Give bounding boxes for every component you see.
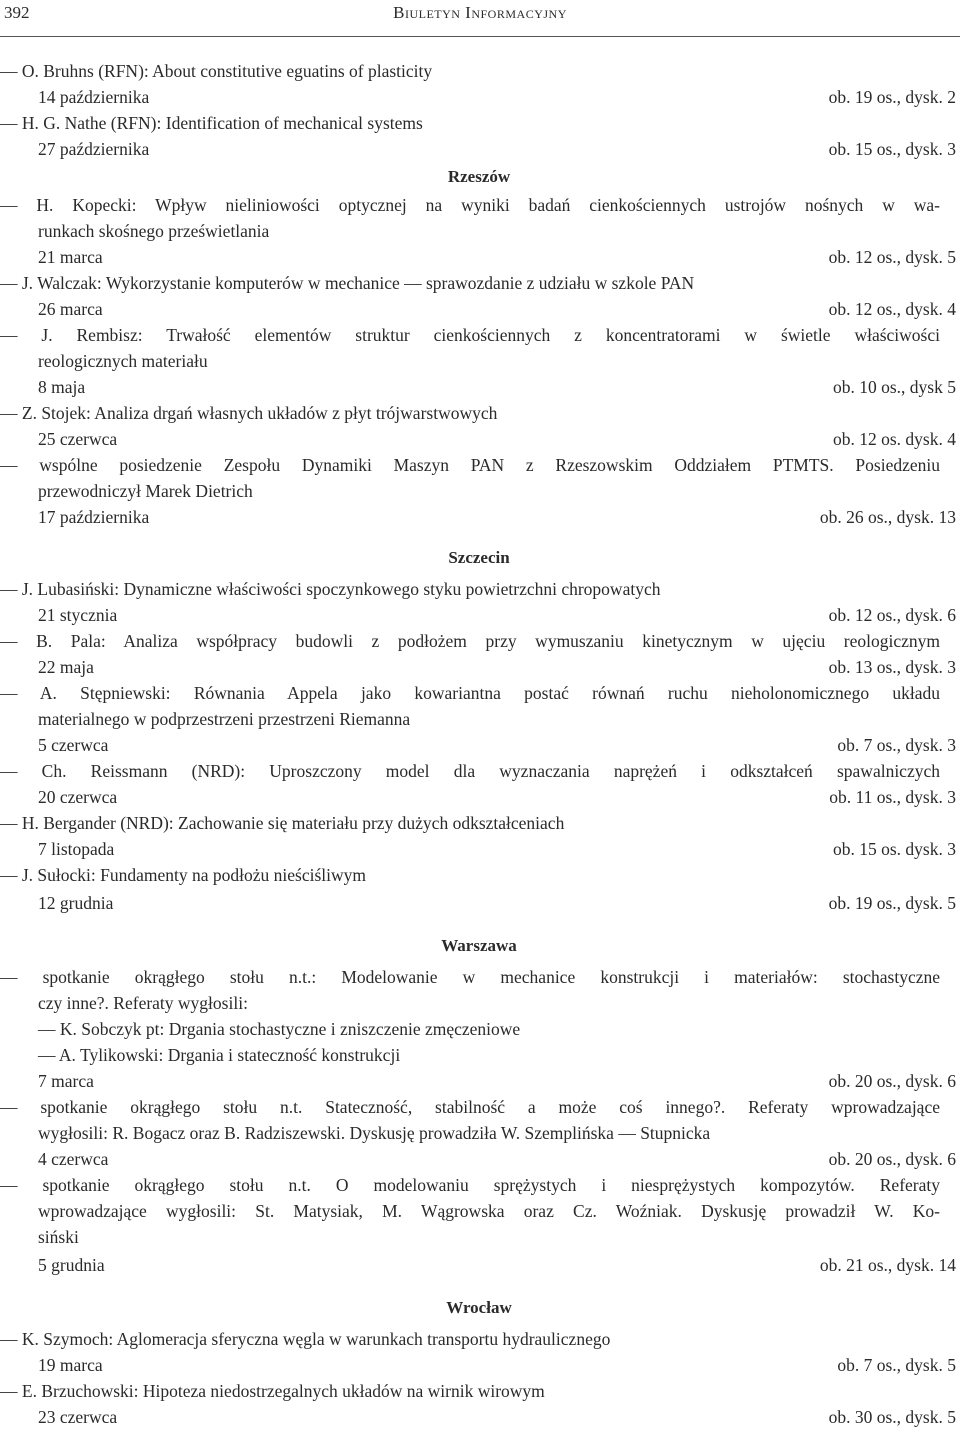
entry-date: 26 marca — [38, 299, 103, 319]
entry-attendance: ob. 12 os. dysk. 4 — [833, 429, 956, 449]
entry-meta-row — [0, 1068, 958, 1094]
entry-meta-row — [0, 136, 958, 162]
entry-attendance: ob. 21 os., dysk. 14 — [819, 1255, 956, 1275]
entry-attendance: ob. 20 os., dysk. 6 — [828, 1071, 956, 1091]
entry-line: — E. Brzuchowski: Hipoteza niedostrzegalnych układów na wirnik wirowym — [0, 1381, 545, 1401]
entry-meta-row — [0, 296, 958, 322]
entry-meta-row — [0, 426, 958, 452]
entry-line: — spotkanie okrągłego stołu n.t.: Modelowanie w mechanice konstrukcji i materiałów: stochastyczne — [0, 967, 940, 987]
entry-date: 7 marca — [38, 1071, 94, 1091]
page-number: 392 — [4, 3, 30, 22]
entry-meta-row — [0, 374, 958, 400]
entry-meta-row — [0, 784, 958, 810]
entry-line: reologicznych materiału — [38, 351, 208, 371]
entry-date: 22 maja — [38, 657, 94, 677]
section-heading: Warszawa — [441, 936, 517, 955]
entry-attendance: ob. 15 os. dysk. 3 — [833, 839, 956, 859]
entry-attendance: ob. 10 os., dysk 5 — [833, 377, 956, 397]
entry-line: — spotkanie okrągłego stołu n.t. O modelowaniu sprężystych i niesprężystych kompozytów. Referaty — [0, 1175, 940, 1195]
entry-line: wprowadzające wygłosili: St. Matysiak, M. Wągrowska oraz Cz. Woźniak. Dyskusję prowadził W. Ko- — [38, 1201, 940, 1221]
entry-line: — A. Tylikowski: Drgania i stateczność konstrukcji — [38, 1045, 401, 1065]
entry-attendance: ob. 26 os., dysk. 13 — [819, 507, 956, 527]
entry-date: 17 października — [38, 507, 150, 527]
entry-line: — H. Kopecki: Wpływ nieliniowości optycznej na wyniki badań cienkościennych ustrojów nośnych w wa- — [0, 195, 940, 215]
entry-date: 5 grudnia — [38, 1255, 105, 1275]
entry-date: 7 listopada — [38, 839, 115, 859]
entry-meta-row — [0, 888, 958, 918]
entry-attendance: ob. 12 os., dysk. 4 — [828, 299, 956, 319]
entry-attendance: ob. 30 os., dysk. 5 — [828, 1407, 956, 1427]
entry-attendance: ob. 15 os., dysk. 3 — [828, 139, 956, 159]
entry-attendance: ob. 12 os., dysk. 6 — [828, 605, 956, 625]
entry-meta-row — [0, 602, 958, 628]
entry-meta-row — [0, 1404, 958, 1430]
entry-attendance: ob. 11 os., dysk. 3 — [829, 787, 956, 807]
entry-line: — B. Pala: Analiza współpracy budowli z podłożem przy wymuszaniu kinetycznym w ujęciu reologicznym — [0, 631, 940, 651]
entry-meta-row — [0, 836, 958, 862]
entry-line: — Z. Stojek: Analiza drgań własnych układów z płyt trójwarstwowych — [0, 403, 498, 423]
section-heading: Wrocław — [446, 1298, 512, 1317]
entry-meta-row — [0, 732, 958, 758]
entry-date: 4 czerwca — [38, 1149, 109, 1169]
entry-line: czy inne?. Referaty wygłosili: — [38, 993, 248, 1013]
entry-meta-row — [0, 1146, 958, 1172]
entry-date: 21 marca — [38, 247, 103, 267]
entry-line: — K. Szymoch: Aglomeracja sferyczna węgla w warunkach transportu hydraulicznego — [0, 1329, 611, 1349]
entry-meta-row — [0, 1250, 958, 1280]
entry-attendance: ob. 7 os., dysk. 3 — [837, 735, 956, 755]
entry-attendance: ob. 20 os., dysk. 6 — [828, 1149, 956, 1169]
entry-line: przewodniczył Marek Dietrich — [38, 481, 253, 501]
entry-date: 25 czerwca — [38, 429, 118, 449]
entry-line: wygłosili: R. Bogacz oraz B. Radziszewski. Dyskusję prowadziła W. Szemplińska — Stupnicka — [38, 1123, 711, 1143]
entry-meta-row — [0, 504, 958, 530]
entry-date: 20 czerwca — [38, 787, 118, 807]
entry-meta-row — [0, 244, 958, 270]
header-rule — [0, 36, 960, 37]
entry-attendance: ob. 7 os., dysk. 5 — [837, 1355, 956, 1375]
entry-line: — H. Bergander (NRD): Zachowanie się materiału przy dużych odkształceniach — [0, 813, 565, 833]
section-heading: Rzeszów — [447, 167, 511, 186]
entry-line: — wspólne posiedzenie Zespołu Dynamiki Maszyn PAN z Rzeszowskim Oddziałem PTMTS. Posiedzeniu — [0, 455, 940, 475]
entry-date: 23 czerwca — [38, 1407, 118, 1427]
entry-meta-row — [0, 84, 958, 110]
entry-line: — J. Sułocki: Fundamenty na podłożu nieściśliwym — [0, 865, 367, 885]
entry-line: runkach skośnego prześwietlania — [38, 221, 270, 241]
entry-line: materialnego w podprzestrzeni przestrzeni Riemanna — [38, 709, 411, 729]
entry-meta-row — [0, 1352, 958, 1378]
entry-attendance: ob. 19 os., dysk. 5 — [828, 893, 956, 913]
entry-line: — H. G. Nathe (RFN): Identification of mechanical systems — [0, 113, 423, 133]
entry-date: 27 października — [38, 139, 150, 159]
entry-line: — A. Stępniewski: Równania Appela jako kowariantna postać równań ruchu nieholonomicznego układu — [0, 683, 940, 703]
entry-attendance: ob. 19 os., dysk. 2 — [828, 87, 956, 107]
entry-attendance: ob. 12 os., dysk. 5 — [828, 247, 956, 267]
page-header — [0, 0, 960, 40]
entry-date: 19 marca — [38, 1355, 103, 1375]
entry-line: — J. Walczak: Wykorzystanie komputerów w mechanice — sprawozdanie z udziału w szkole PAN — [0, 273, 695, 293]
entry-line: siński — [38, 1227, 79, 1247]
entry-date: 12 grudnia — [38, 893, 114, 913]
entry-meta-row — [0, 654, 958, 680]
section-heading: Szczecin — [448, 548, 510, 567]
entry-date: 21 stycznia — [38, 605, 118, 625]
entry-line: — J. Rembisz: Trwałość elementów struktur cienkościennych z koncentratorami w świetle właściwości — [0, 325, 940, 345]
seminar-list — [0, 58, 958, 1430]
entry-attendance: ob. 13 os., dysk. 3 — [828, 657, 956, 677]
entry-date: 14 października — [38, 87, 150, 107]
entry-date: 5 czerwca — [38, 735, 109, 755]
entry-line: — J. Lubasiński: Dynamiczne właściwości spoczynkowego styku powietrzchni chropowatych — [0, 579, 661, 599]
entry-line: — O. Bruhns (RFN): About constitutive eguatins of plasticity — [0, 61, 433, 81]
entry-line: — K. Sobczyk pt: Drgania stochastyczne i zniszczenie zmęczeniowe — [38, 1019, 521, 1039]
entry-date: 8 maja — [38, 377, 86, 397]
entry-line: — Ch. Reissmann (NRD): Uproszczony model dla wyznaczania naprężeń i odkształceń spawalniczych — [0, 761, 940, 781]
entry-line: — spotkanie okrągłego stołu n.t. Stateczność, stabilność a może coś innego?. Referaty wprowadzające — [0, 1097, 940, 1117]
running-title: Biuletyn Informacyjny — [393, 3, 567, 22]
